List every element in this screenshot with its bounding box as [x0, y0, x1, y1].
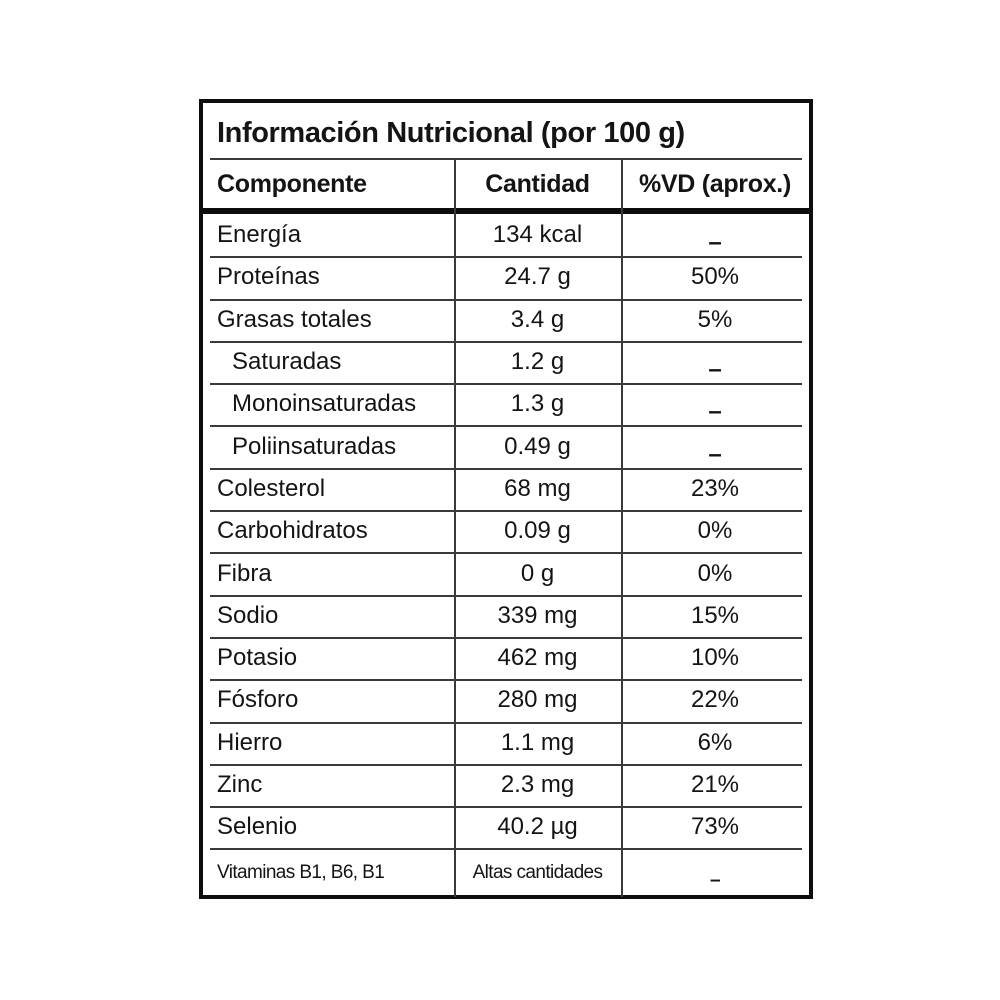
- component-daily-value: 6%: [697, 728, 733, 756]
- component-name: Potasio: [217, 644, 298, 672]
- component-quantity: 0.09 g: [504, 517, 571, 545]
- component-name: Sodio: [217, 601, 279, 629]
- component-quantity: 1.2 g: [510, 348, 565, 376]
- component-daily-value: 5%: [697, 305, 733, 333]
- label-title: Información Nutricional (por 100 g): [217, 117, 685, 149]
- table-header: [203, 160, 809, 208]
- column-header-component: Componente: [217, 169, 367, 198]
- component-quantity: 280 mg: [497, 686, 578, 714]
- component-daily-value: –: [710, 869, 720, 891]
- nutrition-label-inner: [203, 103, 809, 897]
- table-body: [203, 214, 809, 897]
- table-row: [203, 214, 809, 256]
- table-row: [203, 848, 809, 897]
- component-name: Carbohidratos: [217, 517, 368, 545]
- component-quantity: 2.3 mg: [500, 771, 575, 798]
- component-quantity: Altas cantidades: [472, 861, 603, 883]
- table-row: [203, 679, 809, 721]
- column-header-quantity: Cantidad: [485, 169, 590, 198]
- column-header-daily-value: %VD (aprox.): [639, 169, 791, 198]
- component-name: Grasas totales: [217, 305, 372, 333]
- component-name: Vitaminas B1, B6, B1: [217, 861, 385, 883]
- component-quantity: 1.3 g: [510, 390, 565, 418]
- table-row: [203, 637, 809, 679]
- component-daily-value: 50%: [690, 263, 740, 291]
- component-name: Poliinsaturadas: [232, 432, 397, 460]
- component-daily-value: 10%: [690, 644, 740, 672]
- component-quantity: 134 kcal: [492, 221, 583, 249]
- component-name: Selenio: [217, 813, 298, 841]
- component-quantity: 40.2 µg: [497, 813, 578, 841]
- table-row: [203, 510, 809, 552]
- component-daily-value: –: [708, 229, 722, 257]
- component-daily-value: 73%: [690, 813, 740, 841]
- component-name: Hierro: [217, 728, 283, 756]
- component-name: Fibra: [217, 559, 272, 587]
- table-row: [203, 806, 809, 848]
- component-quantity: 3.4 g: [510, 305, 565, 333]
- component-name: Monoinsaturadas: [232, 390, 417, 418]
- nutrition-label: [199, 99, 813, 899]
- component-name: Saturadas: [232, 348, 342, 376]
- component-quantity: 68 mg: [504, 474, 571, 502]
- component-quantity: 24.7 g: [504, 263, 571, 291]
- component-daily-value: 0%: [697, 559, 733, 587]
- component-daily-value: –: [708, 398, 722, 426]
- component-quantity: 0 g: [520, 559, 555, 587]
- component-daily-value: 15%: [690, 601, 740, 629]
- table-row: [203, 764, 809, 806]
- component-name: Colesterol: [217, 474, 326, 502]
- component-quantity: 1.1 mg: [500, 728, 575, 756]
- table-row: [203, 552, 809, 594]
- component-name: Zinc: [217, 771, 263, 798]
- column-divider: [454, 160, 456, 897]
- component-daily-value: –: [708, 356, 722, 384]
- table-row: [203, 595, 809, 637]
- component-name: Energía: [217, 221, 302, 249]
- component-name: Fósforo: [217, 686, 299, 714]
- component-daily-value: 21%: [690, 771, 740, 798]
- component-quantity: 339 mg: [497, 601, 578, 629]
- column-divider: [621, 160, 623, 897]
- table-row: [203, 341, 809, 383]
- table-row: [203, 722, 809, 764]
- table-row: [203, 299, 809, 341]
- component-daily-value: 0%: [697, 517, 733, 545]
- component-quantity: 0.49 g: [504, 432, 571, 460]
- component-daily-value: –: [708, 440, 722, 468]
- component-daily-value: 22%: [690, 686, 740, 714]
- component-daily-value: 23%: [690, 474, 740, 502]
- component-quantity: 462 mg: [497, 644, 578, 672]
- component-name: Proteínas: [217, 263, 320, 291]
